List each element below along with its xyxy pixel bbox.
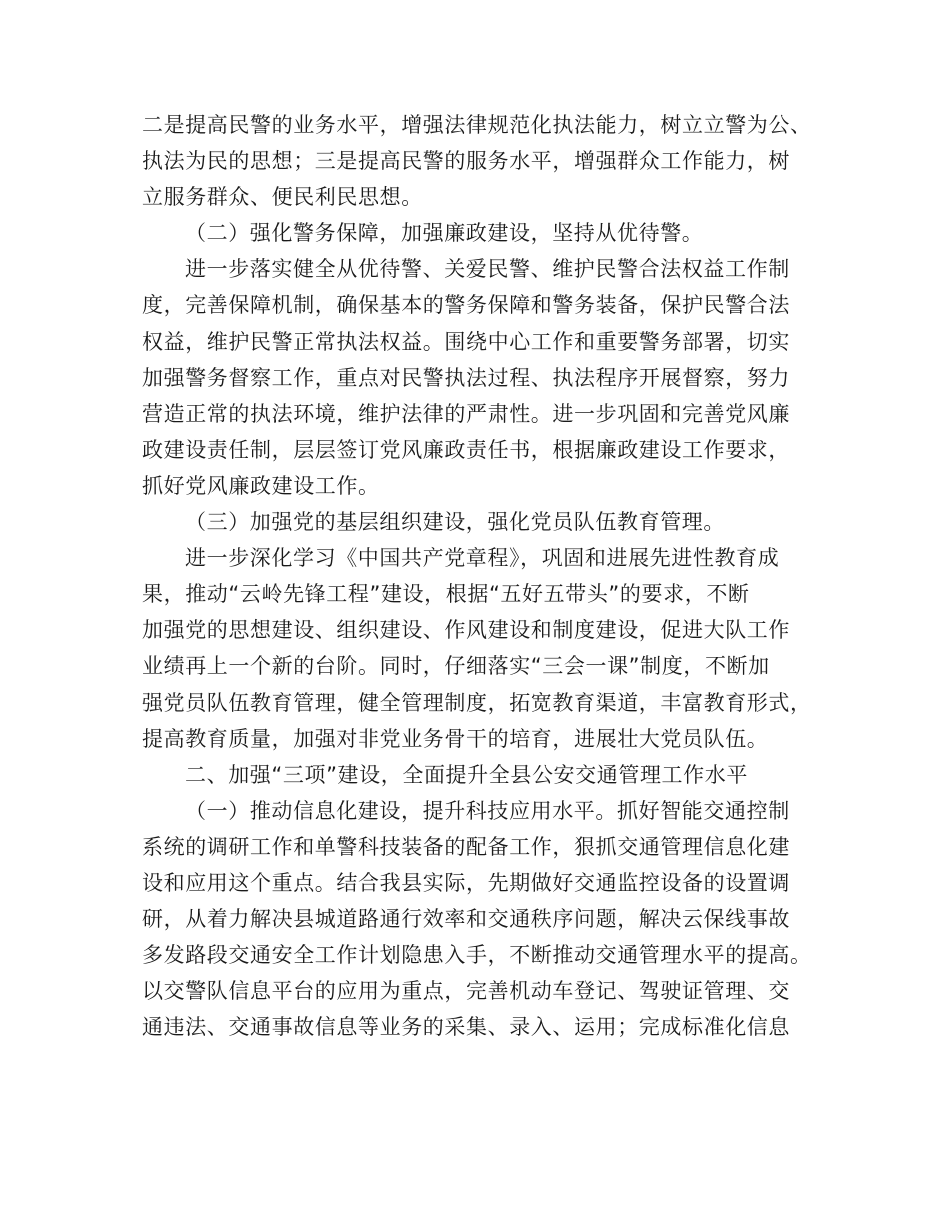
text-line: 通违法、交通事故信息等业务的采集、录入、运用；完成标准化信息: [142, 1015, 790, 1040]
text-line: 系统的调研工作和单警科技装备的配备工作，狠抓交通管理信息化建: [142, 834, 790, 859]
text-line: 执法为民的思想；三是提高民警的服务水平，增强群众工作能力，树: [142, 149, 790, 174]
text-line: 立服务群众、便民利民思想。: [142, 185, 423, 210]
text-line: 度，完善保障机制，确保基本的警务保障和警务装备，保护民警合法: [142, 293, 790, 318]
text-line: 进一步深化学习《中国共产党章程》，巩固和进展先进性教育成: [185, 546, 780, 571]
text-line: （一）推动信息化建设，提升科技应用水平。抓好智能交通控制: [185, 798, 790, 823]
text-line: 二是提高民警的业务水平，增强法律规范化执法能力，树立立警为公、: [142, 113, 812, 137]
text-line: 加强警务督察工作，重点对民警执法过程、执法程序开展督察，努力: [142, 365, 790, 390]
text-line: 权益，维护民警正常执法权益。围绕中心工作和重要警务部署，切实: [142, 329, 790, 354]
section-heading: （二）强化警务保障，加强廉政建设，坚持从优待警。: [185, 221, 704, 246]
text-line: 设和应用这个重点。结合我县实际，先期做好交通监控设备的设置调: [142, 870, 790, 895]
text-line: 政建设责任制，层层签订党风廉政责任书，根据廉政建设工作要求，: [142, 437, 790, 462]
text-line: 业绩再上一个新的台阶。同时，仔细落实“三会一课”制度，不断加: [142, 654, 770, 679]
text-line: 进一步落实健全从优待警、关爱民警、维护民警合法权益工作制: [185, 257, 790, 282]
text-line: 抓好党风廉政建设工作。: [142, 473, 380, 498]
text-line: 加强党的思想建设、组织建设、作风建设和制度建设，促进大队工作: [142, 618, 790, 643]
text-line: 果，推动“云岭先锋工程”建设，根据“五好五带头”的要求，不断: [142, 582, 750, 607]
text-line: 多发路段交通安全工作计划隐患入手，不断推动交通管理水平的提高。: [142, 943, 812, 968]
section-heading: 二、加强“三项”建设，全面提升全县公安交通管理工作水平: [185, 762, 748, 787]
text-line: 研，从着力解决县城道路通行效率和交通秩序问题，解决云保线事故: [142, 907, 790, 932]
text-line: 营造正常的执法环境，维护法律的严肃性。进一步巩固和完善党风廉: [142, 401, 790, 426]
text-line: 提高教育质量，加强对非党业务骨干的培育，进展壮大党员队伍。: [142, 726, 769, 751]
section-heading: （三）加强党的基层组织建设，强化党员队伍教育管理。: [185, 510, 725, 535]
text-line: 强党员队伍教育管理，健全管理制度，拓宽教育渠道，丰富教育形式，: [142, 690, 812, 715]
document-body: [142, 107, 810, 1045]
text-line: 以交警队信息平台的应用为重点，完善机动车登记、驾驶证管理、交: [142, 979, 790, 1004]
